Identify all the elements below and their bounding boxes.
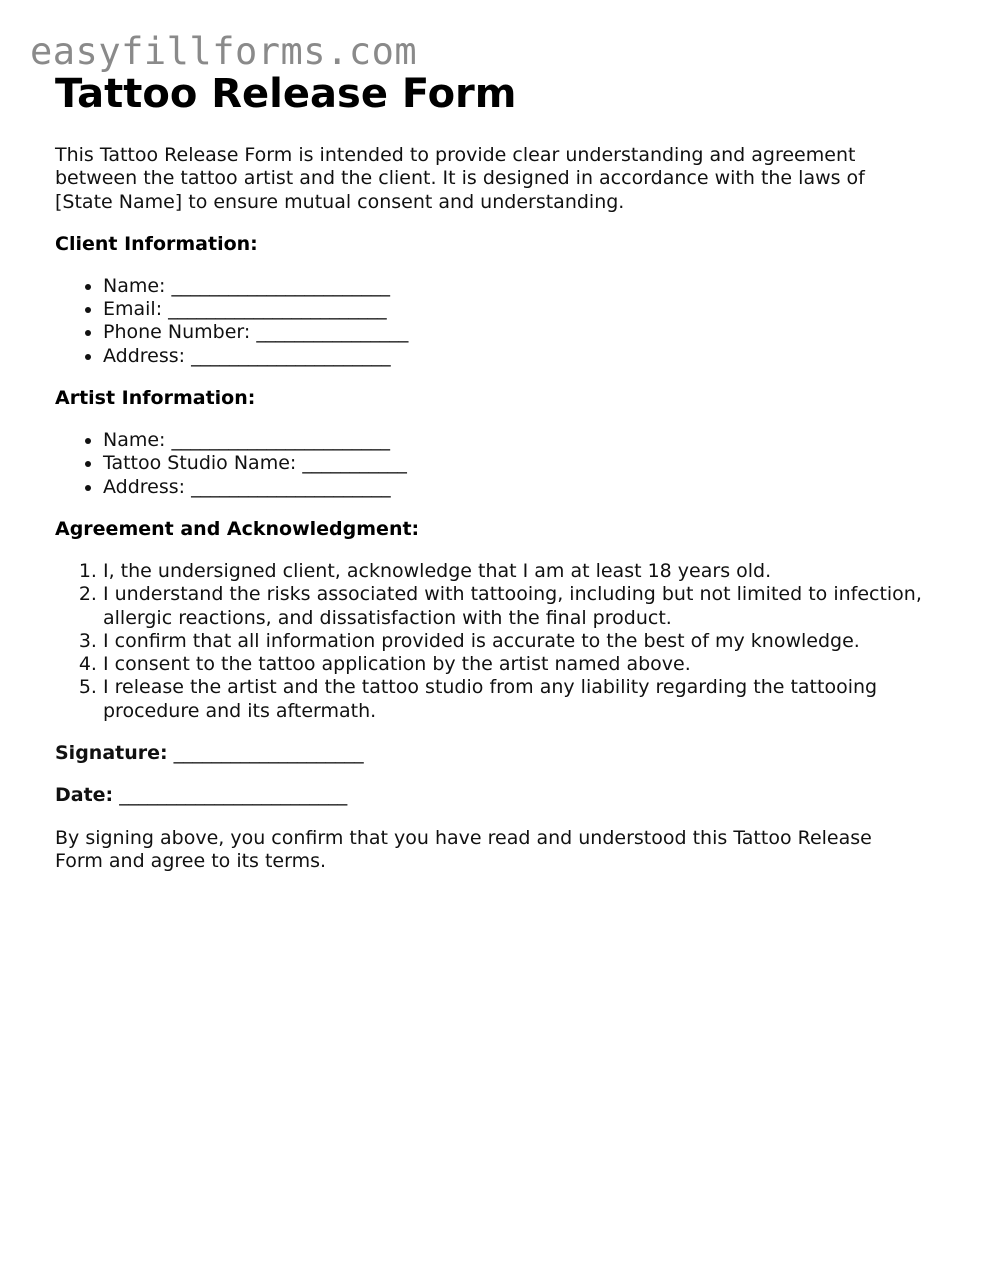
client-phone-field: • Phone Number: ________________: [103, 321, 945, 344]
signature-line: [55, 742, 945, 765]
agreement-item: 1. I, the undersigned client, acknowledge that I am at least 18 years old.: [103, 560, 945, 583]
agreement-item: 4. I consent to the tattoo application by the artist named above.: [103, 653, 945, 676]
client-name-field: • Name: _______________________: [103, 275, 945, 298]
document-body: [55, 68, 945, 873]
agreement-item: 2. I understand the risks associated with tattooing, including but not limited to infection, allergic reactions, and dissatisfaction with the final product.: [103, 583, 945, 630]
date-line: [55, 784, 945, 807]
artist-address-field: • Address: _____________________: [103, 476, 945, 499]
signature-blank: ____________________: [173, 742, 364, 765]
agreement-heading: Agreement and Acknowledgment:: [55, 517, 420, 540]
intro-paragraph: This Tattoo Release Form is intended to provide clear understanding and agreement between the tattoo artist and the client. It is designed in accordance with the laws of [State Name] to ensure mutual consent and understanding.: [55, 144, 865, 213]
agreement-item: 3. I confirm that all information provided is accurate to the best of my knowledge.: [103, 630, 945, 653]
signature-label: Signature:: [55, 742, 168, 765]
client-info-heading: Client Information:: [55, 232, 258, 255]
artist-studio-field: • Tattoo Studio Name: ___________: [103, 452, 945, 475]
date-blank: ________________________: [119, 784, 348, 807]
artist-info-list: [55, 429, 945, 499]
watermark-text: easyfillforms.com: [30, 30, 418, 73]
artist-info-heading: Artist Information:: [55, 387, 256, 410]
closing-paragraph: By signing above, you confirm that you have read and understood this Tattoo Release Form and agree to its terms.: [55, 826, 872, 872]
page-title: Tattoo Release Form: [55, 71, 517, 117]
client-address-field: • Address: _____________________: [103, 345, 945, 368]
client-info-list: [55, 275, 945, 368]
artist-name-field: • Name: _______________________: [103, 429, 945, 452]
agreement-item: 5. I release the artist and the tattoo studio from any liability regarding the tattooing procedure and its aftermath.: [103, 676, 945, 723]
agreement-list: [55, 560, 945, 723]
client-email-field: • Email: _______________________: [103, 298, 945, 321]
date-label: Date:: [55, 784, 114, 807]
